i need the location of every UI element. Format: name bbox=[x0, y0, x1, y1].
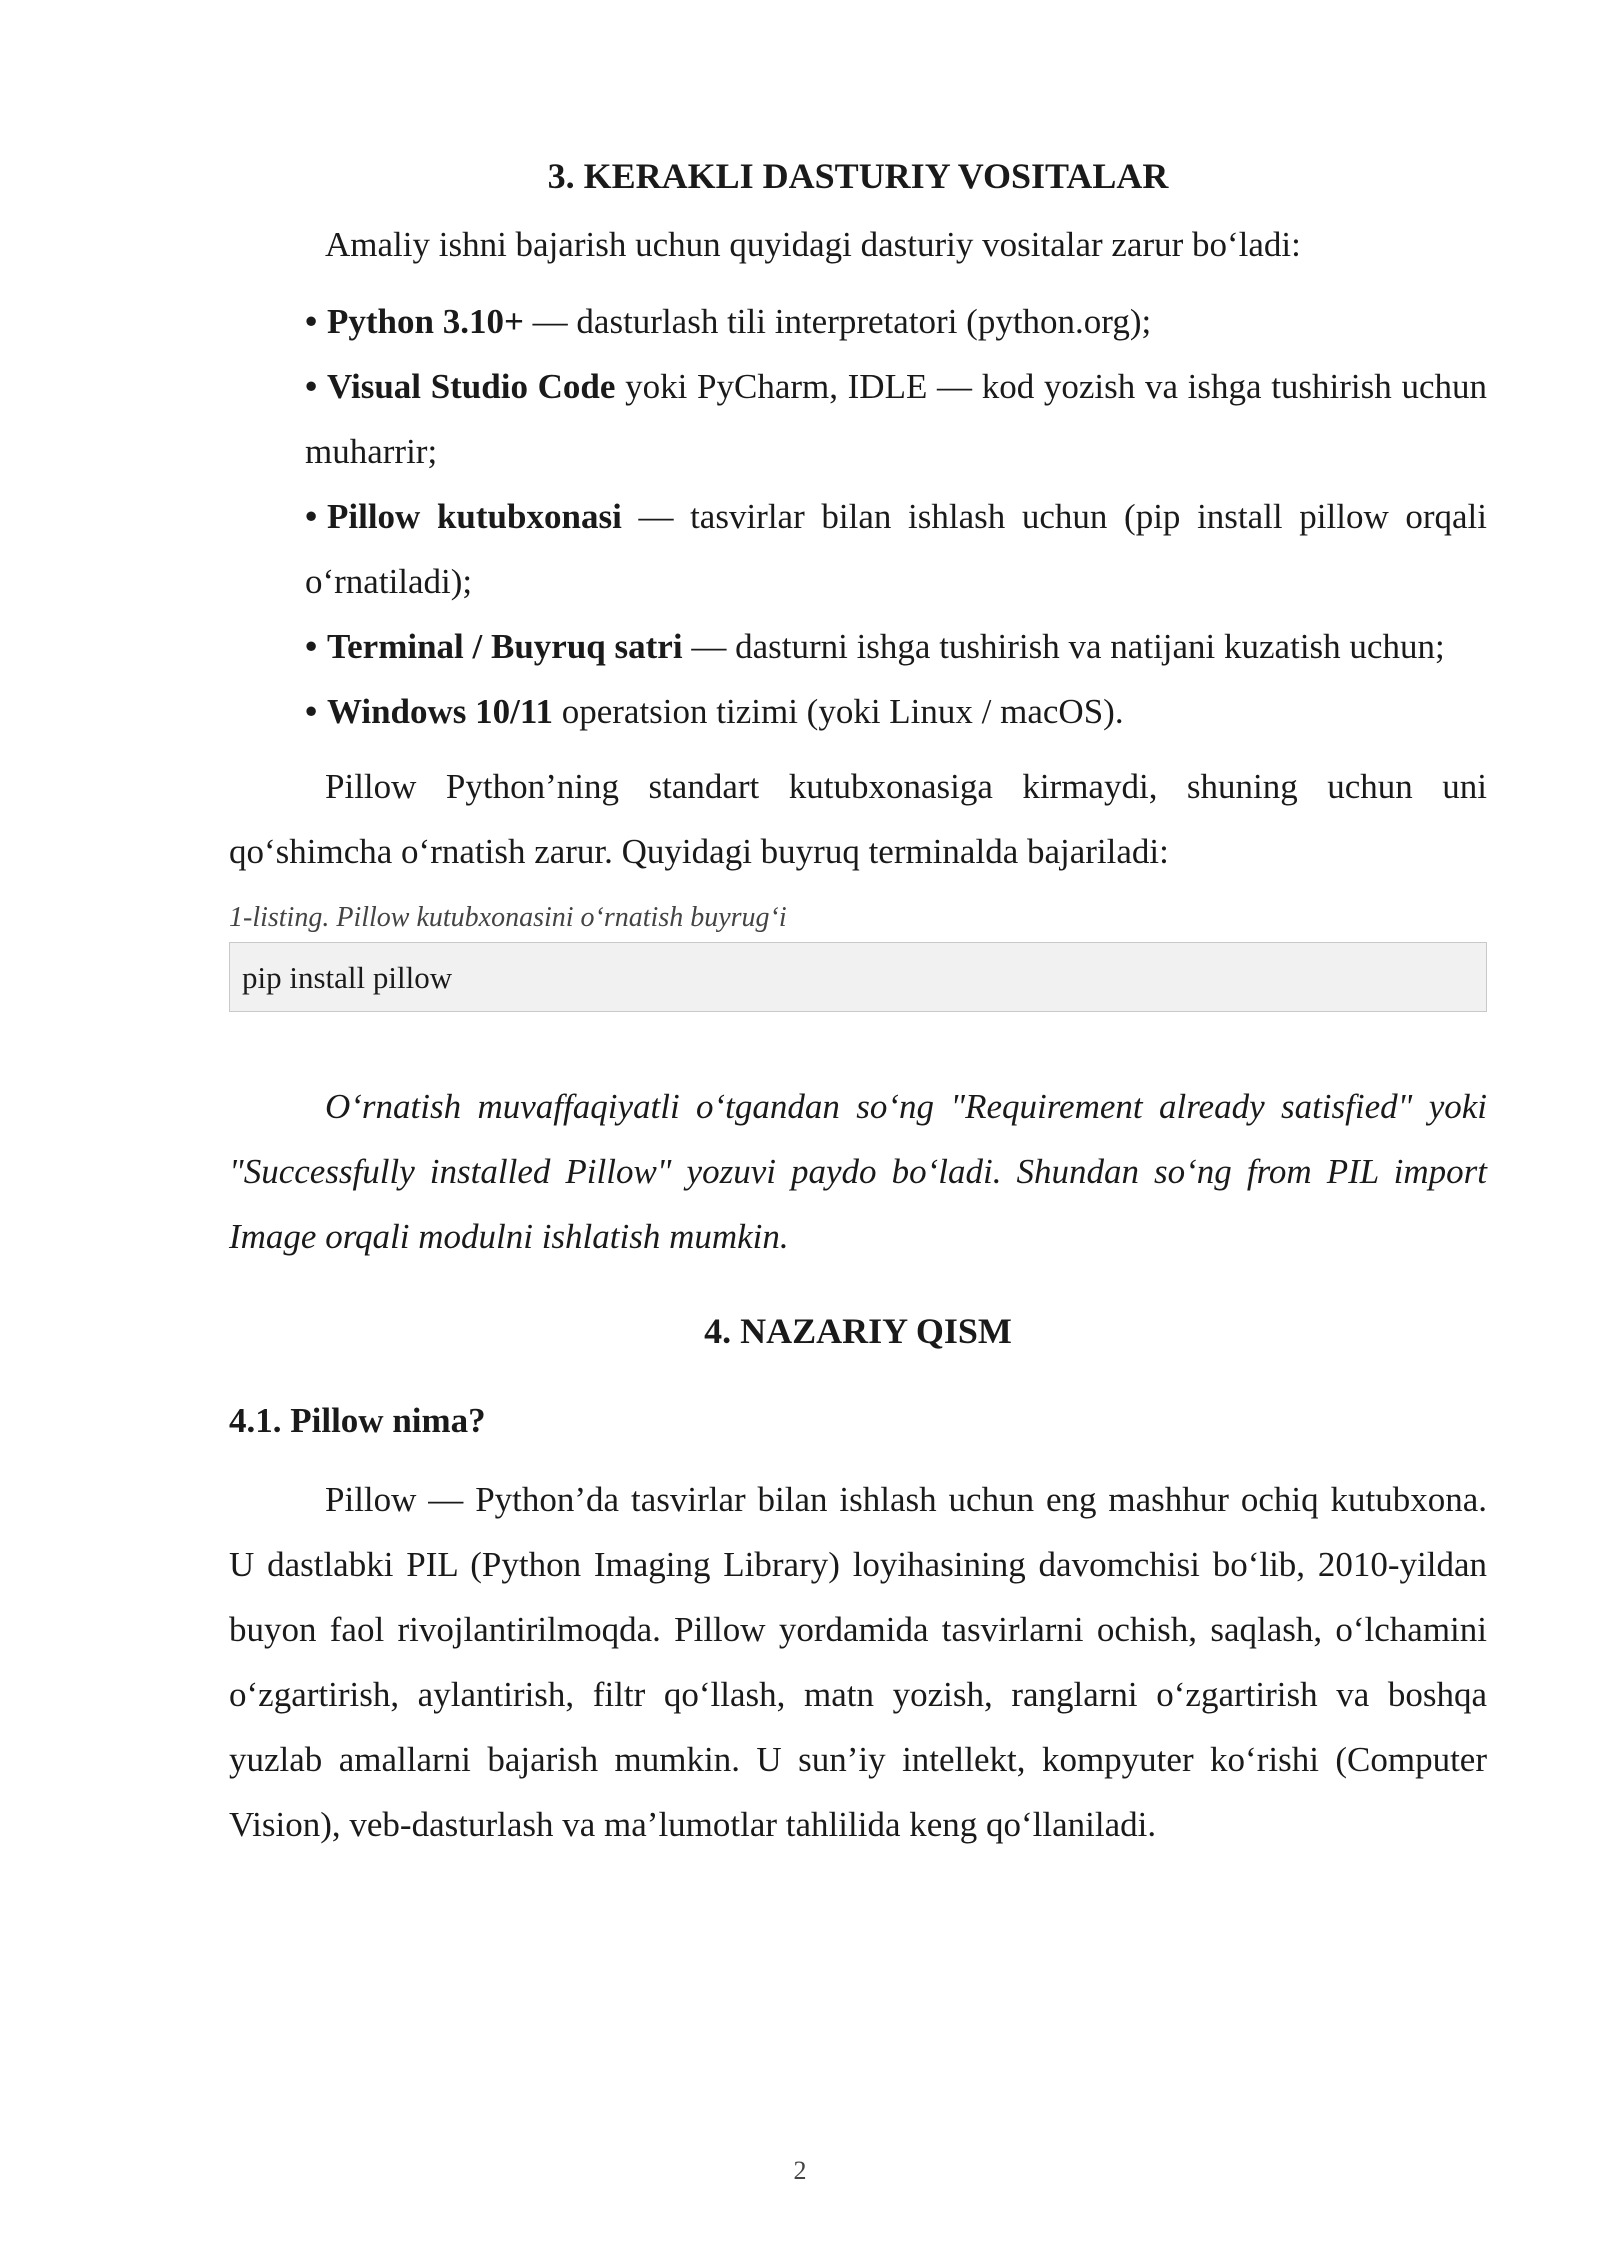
listing-caption: 1-listing. Pillow kutubxonasini o‘rnatish buyrug‘i bbox=[229, 902, 787, 933]
bullet-icon: • bbox=[305, 692, 318, 731]
page-number: 2 bbox=[793, 2156, 807, 2185]
subsection-title: 4.1. Pillow nima? bbox=[229, 1401, 486, 1440]
tools-list bbox=[229, 289, 1487, 744]
section-4-paragraph: Pillow — Python’da tasvirlar bilan ishlash uchun eng mashhur ochiq kutubxona. U dastlabki PIL (Python Imaging Library) loyihasining davomchisi bo‘lib, 2010-yildan buyon faol rivojlantirilmoqda. Pillow yordamida tasvirlarni ochish, saqlash, o‘lchamini o‘zgartirish, aylantirish, filtr qo‘llash, matn yozish, ranglarni o‘zgartirish va boshqa yuzlab amallarni bajarish mumkin. U sun’iy intellekt, kompyuter ko‘rishi (Computer Vision), veb-dasturlash va ma’lumotlar tahlilida keng qo‘llaniladi. bbox=[229, 1480, 1487, 1844]
list-item: • Visual Studio Code yoki PyCharm, IDLE — kod yozish va ishga tushirish uchun muharrir; bbox=[305, 354, 1487, 484]
section-3-paragraph: Pillow Python’ning standart kutubxonasiga kirmaydi, shuning uchun uni qo‘shimcha o‘rnatish zarur. Quyidagi buyruq terminalda bajariladi: bbox=[229, 767, 1487, 871]
bullet-icon: • bbox=[305, 367, 318, 406]
document-page bbox=[229, 150, 1487, 1857]
bullet-icon: • bbox=[305, 497, 318, 536]
list-item: • Terminal / Buyruq satri — dasturni ishga tushirish va natijani kuzatish uchun; bbox=[305, 614, 1487, 679]
list-item: • Windows 10/11 operatsion tizimi (yoki Linux / macOS). bbox=[305, 679, 1487, 744]
code-block: pip install pillow bbox=[229, 942, 1487, 1012]
list-item: • Python 3.10+ — dasturlash tili interpretatori (python.org); bbox=[305, 289, 1487, 354]
install-note: O‘rnatish muvaffaqiyatli o‘tgandan so‘ng "Requirement already satisfied" yoki "Successfully installed Pillow" yozuvi paydo bo‘ladi. Shundan so‘ng from PIL import Image orqali modulni ishlatish mumkin. bbox=[229, 1087, 1487, 1256]
section-3-title: 3. KERAKLI DASTURIY VOSITALAR bbox=[547, 156, 1169, 196]
bullet-icon: • bbox=[305, 302, 318, 341]
section-4-title: 4. NAZARIY QISM bbox=[704, 1311, 1012, 1351]
list-item: • Pillow kutubxonasi — tasvirlar bilan ishlash uchun (pip install pillow orqali o‘rnatiladi); bbox=[305, 484, 1487, 614]
section-3-intro: Amaliy ishni bajarish uchun quyidagi dasturiy vositalar zarur bo‘ladi: bbox=[325, 225, 1301, 264]
bullet-icon: • bbox=[305, 627, 318, 666]
